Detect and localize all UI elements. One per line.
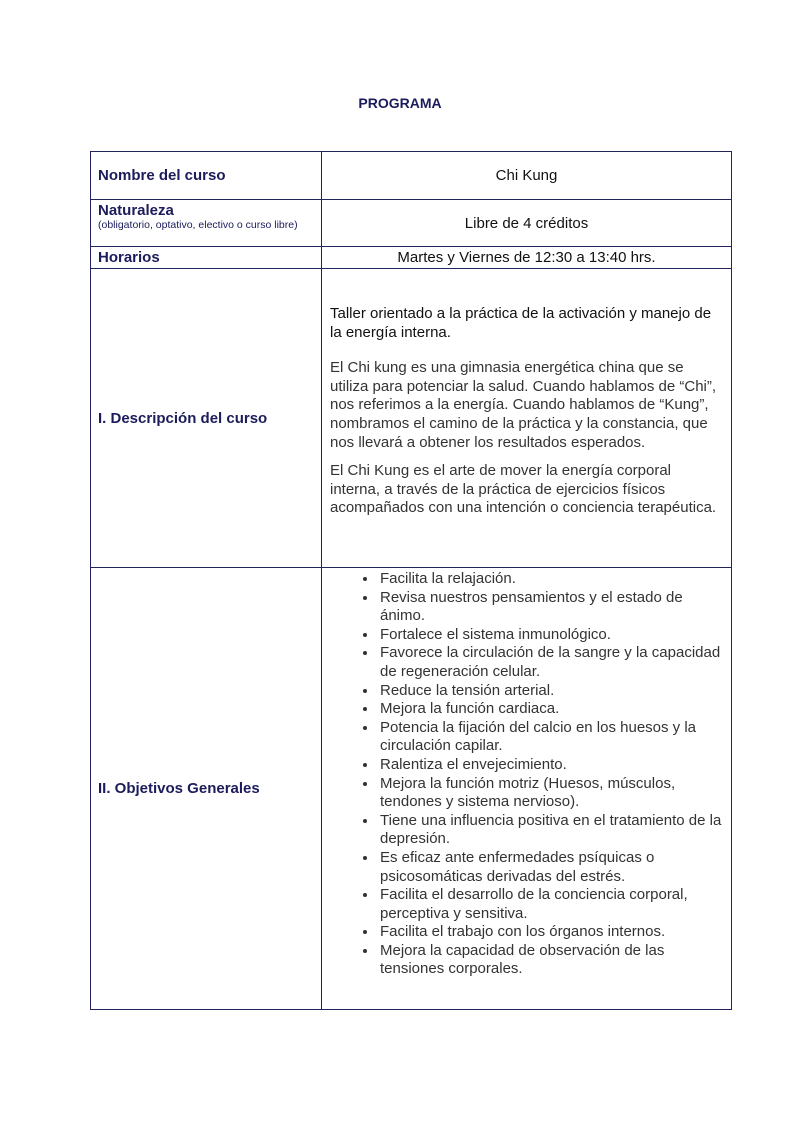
objective-item: • Mejora la capacidad de observación de las tensiones corporales. bbox=[378, 942, 731, 979]
desc-paragraph: El Chi Kung es el arte de mover la energía corporal interna, a través de la práctica de ejercicios físicos acompañados con una intención o conciencia terapéutica. bbox=[330, 462, 717, 517]
row-descripcion bbox=[91, 269, 732, 568]
row-horarios bbox=[91, 247, 732, 269]
row-naturaleza bbox=[91, 200, 732, 247]
value-horarios: Martes y Viernes de 12:30 a 13:40 hrs. bbox=[322, 247, 732, 269]
label-descripcion: I. Descripción del curso bbox=[91, 269, 322, 568]
objective-item: • Ralentiza el envejecimiento. bbox=[378, 756, 731, 775]
value-descripcion bbox=[322, 269, 732, 568]
value-objetivos bbox=[322, 568, 732, 1010]
program-table bbox=[90, 151, 732, 1010]
objective-item: • Favorece la circulación de la sangre y la capacidad de regeneración celular. bbox=[378, 644, 731, 681]
label-horarios: Horarios bbox=[91, 247, 322, 269]
row-objetivos bbox=[91, 568, 732, 1010]
label-nombre: Nombre del curso bbox=[91, 152, 322, 200]
objective-item: • Potencia la fijación del calcio en los huesos y la circulación capilar. bbox=[378, 719, 731, 756]
value-naturaleza: Libre de 4 créditos bbox=[322, 200, 732, 247]
objective-item: • Facilita la relajación. bbox=[378, 570, 731, 589]
objective-item: • Facilita el trabajo con los órganos internos. bbox=[378, 923, 731, 942]
objective-item: • Mejora la función cardiaca. bbox=[378, 700, 731, 719]
row-nombre bbox=[91, 152, 732, 200]
objective-item: • Fortalece el sistema inmunológico. bbox=[378, 626, 731, 645]
desc-paragraph: El Chi kung es una gimnasia energética china que se utiliza para potenciar la salud. Cuando hablamos de “Chi”, nos referimos a la energía. Cuando hablamos de “Kung”, nombramos el camino de la práctica y la constancia, que nos llevará a obtener los resultados esperados. bbox=[330, 359, 717, 451]
objectives-list bbox=[322, 568, 731, 1007]
objective-item: • Tiene una influencia positiva en el tratamiento de la depresión. bbox=[378, 812, 731, 849]
naturaleza-sublabel: (obligatorio, optativo, electivo o curso libre) bbox=[98, 219, 298, 231]
objective-item: • Es eficaz ante enfermedades psíquicas o psicosomáticas derivadas del estrés. bbox=[378, 849, 731, 886]
objective-item: • Reduce la tensión arterial. bbox=[378, 682, 731, 701]
objective-item: • Revisa nuestros pensamientos y el estado de ánimo. bbox=[378, 589, 731, 626]
value-nombre: Chi Kung bbox=[322, 152, 732, 200]
page-title: PROGRAMA bbox=[358, 95, 442, 111]
label-naturaleza bbox=[91, 200, 322, 247]
objective-item: • Facilita el desarrollo de la conciencia corporal, perceptiva y sensitiva. bbox=[378, 886, 731, 923]
objective-item: • Mejora la función motriz (Huesos, músculos, tendones y sistema nervioso). bbox=[378, 775, 731, 812]
label-objetivos: II. Objetivos Generales bbox=[91, 568, 322, 1010]
naturaleza-title: Naturaleza bbox=[98, 202, 174, 219]
desc-paragraph: Taller orientado a la práctica de la activación y manejo de la energía interna. bbox=[330, 305, 712, 341]
